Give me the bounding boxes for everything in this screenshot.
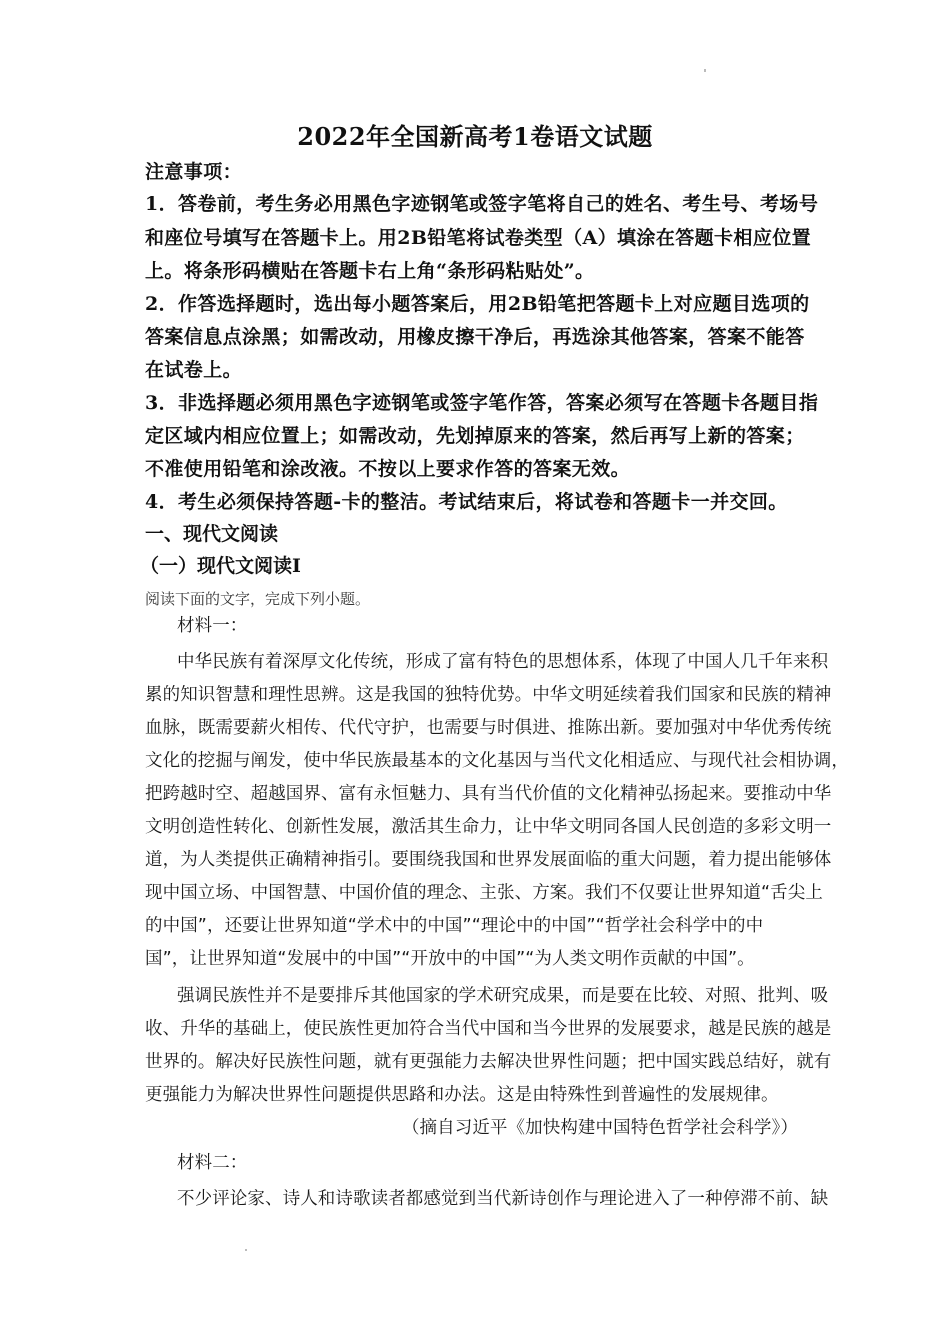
notice-heading: 注意事项：	[145, 161, 243, 183]
scan-speck	[704, 69, 706, 72]
section-instruction: 阅读下面的文字，完成下列小题。	[145, 590, 371, 608]
paragraph-line: 血脉，既需要薪火相传、代代守护，也需要与时俱进、推陈出新。要加强对中华优秀传统	[145, 718, 832, 738]
notice-line: 答案信息点涂黑；如需改动，用橡皮擦干净后，再选涂其他答案，答案不能答	[145, 326, 805, 348]
paragraph-line: 道，为人类提供正确精神指引。要围绕我国和世界发展面临的重大问题，着力提出能够体	[145, 850, 832, 870]
notice-line: 4．考生必须保持答题-卡的整洁。考试结束后，将试卷和答题卡一并交回。	[145, 491, 788, 513]
notice-line: 上。将条形码横贴在答题卡右上角“条形码粘贴处”。	[145, 260, 595, 282]
paragraph-line: 现中国立场、中国智慧、中国价值的理念、主张、方案。我们不仅要让世界知道“舌尖上	[145, 883, 823, 903]
material-label: 材料一：	[177, 616, 248, 636]
section-heading: 一、现代文阅读	[145, 523, 279, 545]
notice-line: 定区域内相应位置上；如需改动，先划掉原来的答案，然后再写上新的答案；	[145, 425, 805, 447]
exam-title: 2022年全国新高考1卷语文试题	[297, 122, 653, 151]
scan-speck	[245, 1249, 247, 1251]
paragraph-line: 累的知识智慧和理性思辨。这是我国的独特优势。中华文明延续着我们国家和民族的精神	[145, 685, 832, 705]
section-subheading: （一）现代文阅读Ⅰ	[140, 555, 301, 577]
source-citation: （摘自习近平《加快构建中国特色哲学社会科学》）	[401, 1118, 798, 1138]
notice-line: 1．答卷前，考生务必用黑色字迹钢笔或签字笔将自己的姓名、考生号、考场号	[145, 193, 819, 215]
paragraph-line: 国”，让世界知道“发展中的中国”“开放中的中国”“为人类文明作贡献的中国”。	[145, 949, 755, 969]
notice-line: 2．作答选择题时，选出每小题答案后，用2B铅笔把答题卡上对应题目选项的	[145, 293, 810, 315]
paragraph-line: 不少评论家、诗人和诗歌读者都感觉到当代新诗创作与理论进入了一种停滞不前、缺	[177, 1189, 829, 1209]
paragraph-line: 强调民族性并不是要排斥其他国家的学术研究成果，而是要在比较、对照、批判、吸	[177, 986, 829, 1006]
notice-line: 在试卷上。	[145, 359, 243, 381]
notice-line: 和座位号填写在答题卡上。用2B铅笔将试卷类型（A）填涂在答题卡相应位置	[145, 227, 812, 249]
paragraph-line: 中华民族有着深厚文化传统，形成了富有特色的思想体系，体现了中国人几千年来积	[177, 652, 829, 672]
paragraph-line: 文明创造性转化、创新性发展，激活其生命力，让中华文明同各国人民创造的多彩文明一	[145, 817, 832, 837]
paragraph-line: 的中国”，还要让世界知道“学术中的中国”“理论中的中国”“哲学社会科学中的中	[145, 916, 764, 936]
notice-line: 3．非选择题必须用黑色字迹钢笔或签字笔作答，答案必须写在答题卡各题目指	[145, 392, 819, 414]
paragraph-line: 收、升华的基础上，使民族性更加符合当代中国和当今世界的发展要求，越是民族的越是	[145, 1019, 832, 1039]
notice-line: 不准使用铅笔和涂改液。不按以上要求作答的答案无效。	[145, 458, 631, 480]
paragraph-line: 把跨越时空、超越国界、富有永恒魅力、具有当代价值的文化精神弘扬起来。要推动中华	[145, 784, 832, 804]
paragraph-line: 世界的。解决好民族性问题，就有更强能力去解决世界性问题；把中国实践总结好，就有	[145, 1052, 832, 1072]
material-label: 材料二：	[177, 1153, 248, 1173]
paragraph-line: 文化的挖掘与阐发，使中华民族最基本的文化基因与当代文化相适应、与现代社会相协调，	[145, 751, 849, 771]
paragraph-line: 更强能力为解决世界性问题提供思路和办法。这是由特殊性到普遍性的发展规律。	[145, 1085, 779, 1105]
